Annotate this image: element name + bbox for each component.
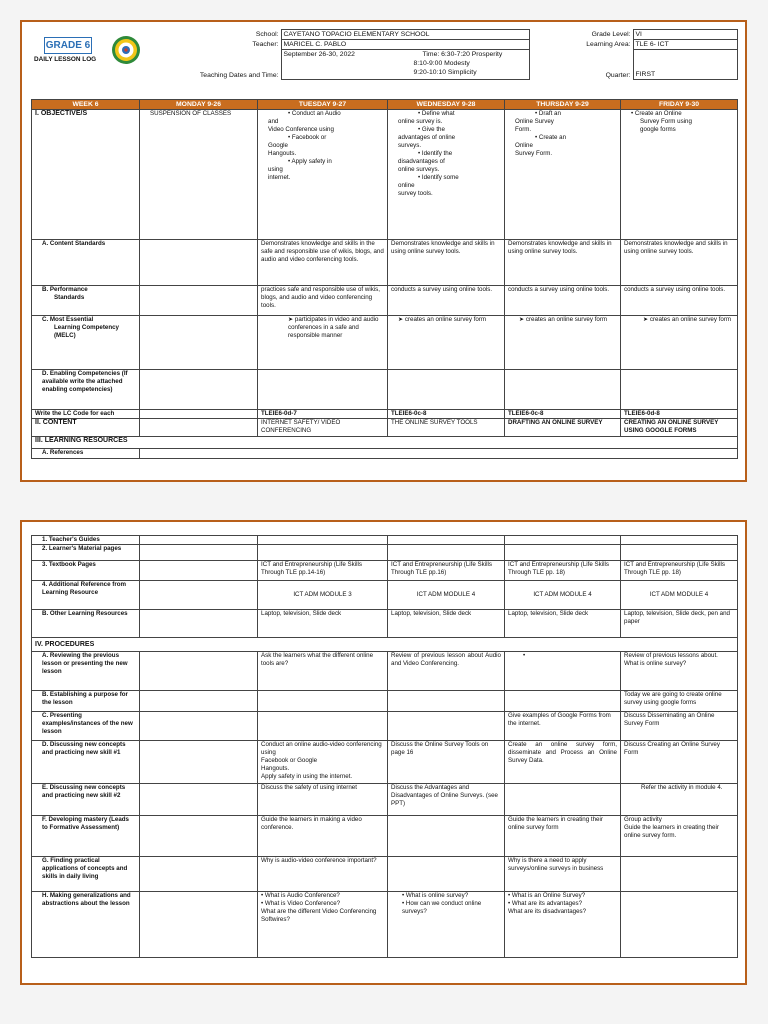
tue-obj-line: Google [268, 142, 288, 149]
grade-level-label: Grade Level: [591, 30, 631, 38]
mastery-row [32, 816, 738, 857]
wednesday-module: ICT ADM MODULE 4 [388, 581, 505, 610]
wednesday-header: WEDNESDAY 9-28 [388, 100, 505, 110]
wednesday-other-resources: Laptop, television, Slide deck [388, 610, 505, 638]
tuesday-mastery: Guide the learners in making a video conference. [258, 816, 388, 857]
school-value: CAYETANO TOPACIO ELEMENTARY SCHOOL [281, 30, 529, 40]
performance-standards-row [32, 286, 738, 316]
references-row [32, 449, 738, 459]
wed-obj-line: disadvantages of [398, 158, 445, 165]
tuesday-header: TUESDAY 9-27 [258, 100, 388, 110]
wed-obj-line: • Define what [418, 110, 455, 117]
tuesday-generalizations [258, 892, 388, 958]
purpose-label: B. Establishing a purpose for the lesson [32, 691, 140, 712]
thursday-module: ICT ADM MODULE 4 [505, 581, 621, 610]
discussing-1-row [32, 741, 738, 784]
content-row [32, 419, 738, 437]
presenting-label: C. Presenting examples/instances of the new lesson [32, 712, 140, 741]
discussing-2-label: E. Discussing new concepts and practicing new skill #2 [32, 784, 140, 816]
melc-label [32, 316, 140, 370]
additional-reference-label: 4. Additional Reference from Learning Resource [32, 581, 140, 610]
fri-obj-line: Survey Form using [640, 118, 692, 125]
school-label: School: [255, 30, 279, 38]
melc-row [32, 316, 738, 370]
label-line: Learning Competency [54, 324, 119, 331]
quarter-label: Quarter: [605, 71, 631, 79]
reviewing-row [32, 652, 738, 691]
lesson-log-table-2 [31, 535, 738, 958]
thu-obj-line: Online Survey [515, 118, 554, 125]
tue-obj-line: and [268, 118, 279, 125]
content-standards-row [32, 240, 738, 286]
references-label: A. References [32, 449, 140, 459]
tuesday-discussing-1 [258, 741, 388, 784]
friday-module: ICT ADM MODULE 4 [621, 581, 738, 610]
enabling-competencies-label: D. Enabling Competencies (If available write the attached enabling competencies) [32, 370, 140, 410]
lesson-log-page-1 [20, 20, 747, 482]
line: What are the different Video Conferencing Softwires? [261, 908, 377, 923]
discussing-1-label: D. Discussing new concepts and practicing new skill #1 [32, 741, 140, 784]
tuesday-content-standard: Demonstrates knowledge and skills in the safe and responsible use of wikis, blogs, and audio and video conferencing tools. [258, 240, 388, 286]
friday-mastery [621, 816, 738, 857]
wednesday-discussing-2: Discuss the Advantages and Disadvantages of Online Surveys. (see PPT) [388, 784, 505, 816]
tuesday-melc: ➤ participates in video and audio conferences in a safe and responsible manner [258, 316, 388, 370]
grade-level-value: VI [633, 30, 737, 40]
line: Guide the learners in creating their online survey form. [624, 824, 719, 839]
procedures-row [32, 638, 738, 652]
performance-standards-label [32, 286, 140, 316]
line: • What are its advantages? [508, 900, 583, 907]
tuesday-discussing-2: Discuss the safety of using internet [258, 784, 388, 816]
dates-label: Teaching Dates and Time: [199, 71, 279, 79]
line: • What is Audio Conference? [261, 892, 340, 899]
line: Apply safety in using the internet. [261, 773, 353, 780]
label-line: (MELC) [54, 332, 76, 339]
textbook-pages-row [32, 561, 738, 581]
lc-code-label: Write the LC Code for each [32, 410, 140, 419]
thursday-melc: ➤ creates an online survey form [505, 316, 621, 370]
lc-code-row [32, 410, 738, 419]
days-header-row [32, 100, 738, 110]
thursday-generalizations [505, 892, 621, 958]
thursday-textbook: ICT and Entrepreneurship (Life Skills Through TLE pp. 18) [505, 561, 621, 581]
friday-discussing-1: Discuss Creating an Online Survey Form [621, 741, 738, 784]
line: • How can we conduct online surveys? [402, 900, 482, 915]
friday-lc-code: TLEIE6-0d-8 [621, 410, 738, 419]
thu-obj-line: • Draft an [535, 110, 561, 117]
wednesday-content-standard: Demonstrates knowledge and skills in using online survey tools. [388, 240, 505, 286]
week-header: WEEK 6 [32, 100, 140, 110]
learners-material-label: 2. Learner's Material pages [32, 545, 140, 561]
tue-obj-line: internet. [268, 174, 291, 181]
quarter-value: FIRST [633, 50, 737, 80]
wednesday-melc: ➤ creates an online survey form [388, 316, 505, 370]
generalizations-row [32, 892, 738, 958]
friday-other-resources: Laptop, television, Slide deck, pen and paper [621, 610, 738, 638]
wed-obj-line: online surveys. [398, 166, 440, 173]
wednesday-content: THE ONLINE SURVEY TOOLS [388, 419, 505, 437]
tue-obj-line: • Conduct an Audio [288, 110, 341, 117]
friday-melc: ➤ creates an online survey form [621, 316, 738, 370]
line: • What is an Online Survey? [508, 892, 586, 899]
label-line: B. Performance [42, 286, 88, 293]
purpose-row [32, 691, 738, 712]
thursday-objectives [505, 110, 621, 240]
thursday-lc-code: TLEIE6-0c-8 [505, 410, 621, 419]
log-title: DAILY LESSON LOG [34, 56, 97, 63]
wednesday-discussing-1: Discuss the Online Survey Tools on page 16 [388, 741, 505, 784]
friday-purpose: Today we are going to create online survey using google forms [621, 691, 738, 712]
label-line: C. Most Essential [42, 316, 94, 323]
objectives-label: I. OBJECTIVE/S [32, 110, 140, 240]
fri-obj-line: • Create an Online [631, 110, 682, 117]
wednesday-performance-standard: conducts a survey using online tools. [388, 286, 505, 316]
label-line: Standards [54, 294, 85, 301]
friday-review: Review of previous lessons about. What is online survey? [621, 652, 738, 691]
wednesday-lc-code: TLEIE6-0c-8 [388, 410, 505, 419]
wed-obj-line: online [398, 182, 415, 189]
thursday-presenting: Give examples of Google Forms from the internet. [505, 712, 621, 741]
discussing-2-row [32, 784, 738, 816]
monday-header: MONDAY 9-26 [140, 100, 258, 110]
learning-area-label: Learning Area: [586, 40, 631, 48]
thursday-review: • [505, 652, 621, 691]
friday-performance-standard: conducts a survey using online tools. [621, 286, 738, 316]
wednesday-objectives [388, 110, 505, 240]
learning-resources-label: III. LEARNING RESOURCES [32, 437, 738, 449]
procedures-label: IV. PROCEDURES [32, 638, 738, 652]
header-info-table [31, 29, 738, 80]
other-resources-label: B. Other Learning Resources [32, 610, 140, 638]
line: • What is online survey? [402, 892, 469, 899]
line: Hangouts. [261, 765, 290, 772]
tuesday-applications: Why is audio-video conference important? [258, 857, 388, 892]
friday-textbook: ICT and Entrepreneurship (Life Skills Through TLE pp. 18) [621, 561, 738, 581]
thursday-header: THURSDAY 9-29 [505, 100, 621, 110]
tuesday-content: INTERNET SAFETY/ VIDEO CONFERENCING [258, 419, 388, 437]
tuesday-lc-code: TLEIE6-0d-7 [258, 410, 388, 419]
wed-obj-line: surveys. [398, 142, 422, 149]
content-standards-label: A. Content Standards [32, 240, 140, 286]
tue-obj-line: • Apply safety in [288, 158, 332, 165]
tue-obj-line: using [268, 166, 283, 173]
tuesday-textbook: ICT and Entrepreneurship (Life Skills Through TLE pp.14-16) [258, 561, 388, 581]
wed-obj-line: advantages of online [398, 134, 456, 141]
line: Group activity [624, 816, 662, 823]
textbook-pages-label: 3. Textbook Pages [32, 561, 140, 581]
thursday-discussing-1: Create an online survey form, disseminate and Process an Online Survey Data. [505, 741, 621, 784]
tue-obj-line: Video Conference using [268, 126, 334, 133]
tuesday-other-resources: Laptop, television, Slide deck [258, 610, 388, 638]
fri-obj-line: google forms [640, 126, 676, 133]
wednesday-generalizations [388, 892, 505, 958]
friday-objectives [621, 110, 738, 240]
generalizations-label: H. Making generalizations and abstractions about the lesson [32, 892, 140, 958]
time-line-3: 9:20-10:10 Simplicity [413, 69, 477, 76]
teachers-guides-row [32, 536, 738, 545]
dates-value: September 26-30, 2022 [283, 51, 355, 58]
thursday-applications: Why is there a need to apply surveys/online surveys in business [505, 857, 621, 892]
lesson-log-page-2 [20, 520, 747, 985]
tue-obj-line: • Facebook or [288, 134, 327, 141]
content-label: II. CONTENT [32, 419, 140, 437]
thu-obj-line: Online [515, 142, 533, 149]
tuesday-objectives [258, 110, 388, 240]
lesson-log-table-1 [31, 99, 738, 459]
wed-obj-line: survey tools. [398, 190, 433, 197]
dates-cell [281, 50, 529, 80]
thursday-other-resources: Laptop, television, Slide deck [505, 610, 621, 638]
line: Conduct an online audio-video conferencing using [261, 741, 382, 756]
tue-obj-line: Hangouts. [268, 150, 297, 157]
tuesday-module: ICT ADM MODULE 3 [258, 581, 388, 610]
enabling-competencies-row [32, 370, 738, 410]
tuesday-performance-standard: practices safe and responsible use of wikis, blogs, and audio and video conferencing tools. [258, 286, 388, 316]
wed-obj-line: online survey is. [398, 118, 443, 125]
thu-obj-line: • Create an [535, 134, 567, 141]
wednesday-textbook: ICT and Entrepreneurship (Life Skills Through TLE pp.16) [388, 561, 505, 581]
friday-presenting: Discuss Disseminating an Online Survey Form [621, 712, 738, 741]
friday-header: FRIDAY 9-30 [621, 100, 738, 110]
additional-reference-row [32, 581, 738, 610]
teacher-value: MARICEL C. PABLO [281, 40, 529, 50]
friday-discussing-2: Refer the activity in module 4. [621, 784, 738, 816]
line: What are its disadvantages? [508, 908, 587, 915]
other-resources-row [32, 610, 738, 638]
wed-obj-line: • Identify some [418, 174, 459, 181]
grade-badge: GRADE 6 [44, 37, 92, 54]
thursday-performance-standard: conducts a survey using online tools. [505, 286, 621, 316]
learners-material-row [32, 545, 738, 561]
objectives-row [32, 110, 738, 240]
teachers-guides-label: 1. Teacher's Guides [32, 536, 140, 545]
applications-label: G. Finding practical applications of concepts and skills in daily living [32, 857, 140, 892]
learning-resources-row [32, 437, 738, 449]
wed-obj-line: • Identify the [418, 150, 453, 157]
thu-obj-line: Form. [515, 126, 532, 133]
thu-obj-line: Survey Form. [515, 150, 553, 157]
presenting-row [32, 712, 738, 741]
wednesday-review: Review of previous lesson about Audio and Video Conferencing. [388, 652, 505, 691]
line: • What is Video Conference? [261, 900, 341, 907]
applications-row [32, 857, 738, 892]
thursday-mastery: Guide the learners in creating their online survey form [505, 816, 621, 857]
thursday-content: DRAFTING AN ONLINE SURVEY [505, 419, 621, 437]
friday-content-standard: Demonstrates knowledge and skills in using online survey tools. [621, 240, 738, 286]
mastery-label: F. Developing mastery (Leads to Formative Assessment) [32, 816, 140, 857]
time-line-1: Time: 6:30-7:20 Prosperity [422, 51, 503, 58]
teacher-label: Teacher: [252, 40, 279, 48]
wed-obj-line: • Give the [418, 126, 445, 133]
tuesday-review: Ask the learners what the different online tools are? [258, 652, 388, 691]
thursday-content-standard: Demonstrates knowledge and skills in using online survey tools. [505, 240, 621, 286]
learning-area-value: TLE 6- ICT [633, 40, 737, 50]
reviewing-label: A. Reviewing the previous lesson or presenting the new lesson [32, 652, 140, 691]
friday-content: CREATING AN ONLINE SURVEY USING GOOGLE FORMS [621, 419, 738, 437]
monday-objective: SUSPENSION OF CLASSES [140, 110, 258, 240]
line: Facebook or Google [261, 757, 318, 764]
time-line-2: 8:10-9:00 Modesty [413, 60, 470, 67]
